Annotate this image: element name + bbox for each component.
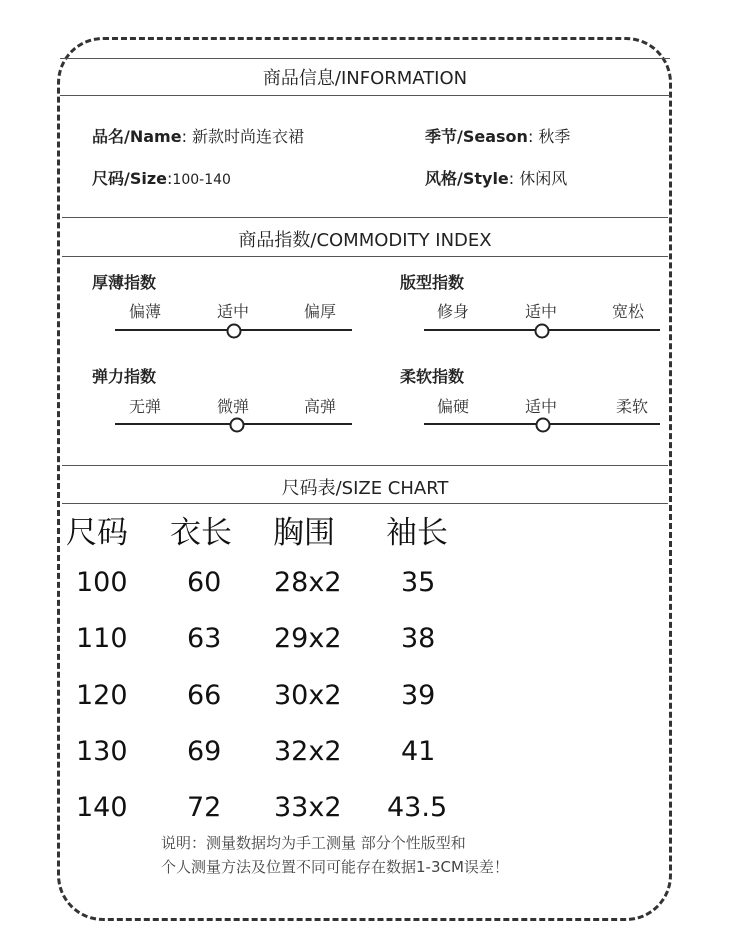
header-length: 衣长 bbox=[170, 515, 232, 551]
divider bbox=[62, 503, 668, 504]
information-title: 商品信息/INFORMATION bbox=[262, 68, 468, 89]
fit-label-loose: 宽松 bbox=[611, 302, 645, 321]
size-chart-title: 尺码表/SIZE CHART bbox=[281, 478, 449, 499]
fit-index-title: 版型指数 bbox=[400, 273, 465, 292]
table-cell: 110 bbox=[76, 623, 128, 654]
table-cell: 43.5 bbox=[387, 792, 448, 823]
style-label: 风格/Style bbox=[425, 169, 509, 188]
fit-label-regular: 适中 bbox=[524, 302, 558, 321]
softness-label-hard: 偏硬 bbox=[436, 397, 470, 416]
colon: : bbox=[527, 127, 539, 146]
thickness-index-title: 厚薄指数 bbox=[92, 273, 157, 292]
commodity-index-title: 商品指数/COMMODITY INDEX bbox=[238, 230, 492, 251]
style bbox=[425, 166, 567, 189]
table-cell: 60 bbox=[187, 567, 222, 598]
table-cell: 140 bbox=[76, 792, 128, 823]
measurement-note-line2: 个人测量方法及位置不同可能存在数据1-3CM误差！ bbox=[161, 858, 509, 876]
divider bbox=[60, 95, 670, 96]
table-cell: 32x2 bbox=[274, 736, 342, 767]
table-cell: 35 bbox=[401, 567, 436, 598]
product-name bbox=[92, 124, 304, 147]
elasticity-label-slight: 微弹 bbox=[216, 397, 250, 416]
table-cell: 30x2 bbox=[274, 680, 342, 711]
measurement-note-line1: 说明：测量数据均为手工测量 部分个性版型和 bbox=[161, 834, 466, 852]
name-value: 新款时尚连衣裙 bbox=[192, 127, 305, 146]
fit-scale-marker bbox=[535, 324, 550, 339]
size-label: 尺码/Size bbox=[92, 169, 168, 188]
table-cell: 72 bbox=[187, 792, 222, 823]
table-cell: 33x2 bbox=[274, 792, 342, 823]
size-range bbox=[92, 166, 231, 189]
table-cell: 63 bbox=[187, 623, 222, 654]
elasticity-label-none: 无弹 bbox=[128, 397, 162, 416]
colon: : bbox=[167, 169, 173, 188]
thickness-label-thin: 偏薄 bbox=[128, 302, 162, 321]
elasticity-label-high: 高弹 bbox=[303, 397, 337, 416]
season-value: 秋季 bbox=[538, 127, 571, 146]
divider bbox=[62, 465, 668, 466]
style-value: 休闲风 bbox=[519, 169, 568, 188]
thickness-label-thick: 偏厚 bbox=[303, 302, 337, 321]
softness-scale-marker bbox=[536, 418, 551, 433]
softness-index-title: 柔软指数 bbox=[400, 367, 465, 386]
elasticity-scale-marker bbox=[230, 418, 245, 433]
name-label: 品名/Name bbox=[92, 127, 182, 146]
table-cell: 66 bbox=[187, 680, 222, 711]
thickness-label-medium: 适中 bbox=[216, 302, 250, 321]
season bbox=[425, 124, 570, 147]
table-cell: 29x2 bbox=[274, 623, 342, 654]
table-cell: 39 bbox=[401, 680, 436, 711]
divider bbox=[60, 58, 670, 59]
header-size: 尺码 bbox=[66, 515, 128, 551]
table-cell: 100 bbox=[76, 567, 128, 598]
table-cell: 130 bbox=[76, 736, 128, 767]
table-cell: 41 bbox=[401, 736, 436, 767]
divider bbox=[62, 217, 668, 218]
elasticity-index-title: 弹力指数 bbox=[92, 367, 157, 386]
season-label: 季节/Season bbox=[425, 127, 528, 146]
size-value: 100-140 bbox=[172, 172, 231, 188]
table-cell: 69 bbox=[187, 736, 222, 767]
colon: : bbox=[508, 169, 520, 188]
thickness-scale-marker bbox=[227, 324, 242, 339]
divider bbox=[62, 256, 668, 257]
softness-label-soft: 柔软 bbox=[615, 397, 649, 416]
table-cell: 120 bbox=[76, 680, 128, 711]
header-sleeve: 袖长 bbox=[386, 515, 448, 551]
header-bust: 胸围 bbox=[273, 515, 335, 551]
table-cell: 28x2 bbox=[274, 567, 342, 598]
softness-label-medium: 适中 bbox=[524, 397, 558, 416]
colon: : bbox=[181, 127, 193, 146]
fit-label-slim: 修身 bbox=[436, 302, 470, 321]
table-cell: 38 bbox=[401, 623, 436, 654]
